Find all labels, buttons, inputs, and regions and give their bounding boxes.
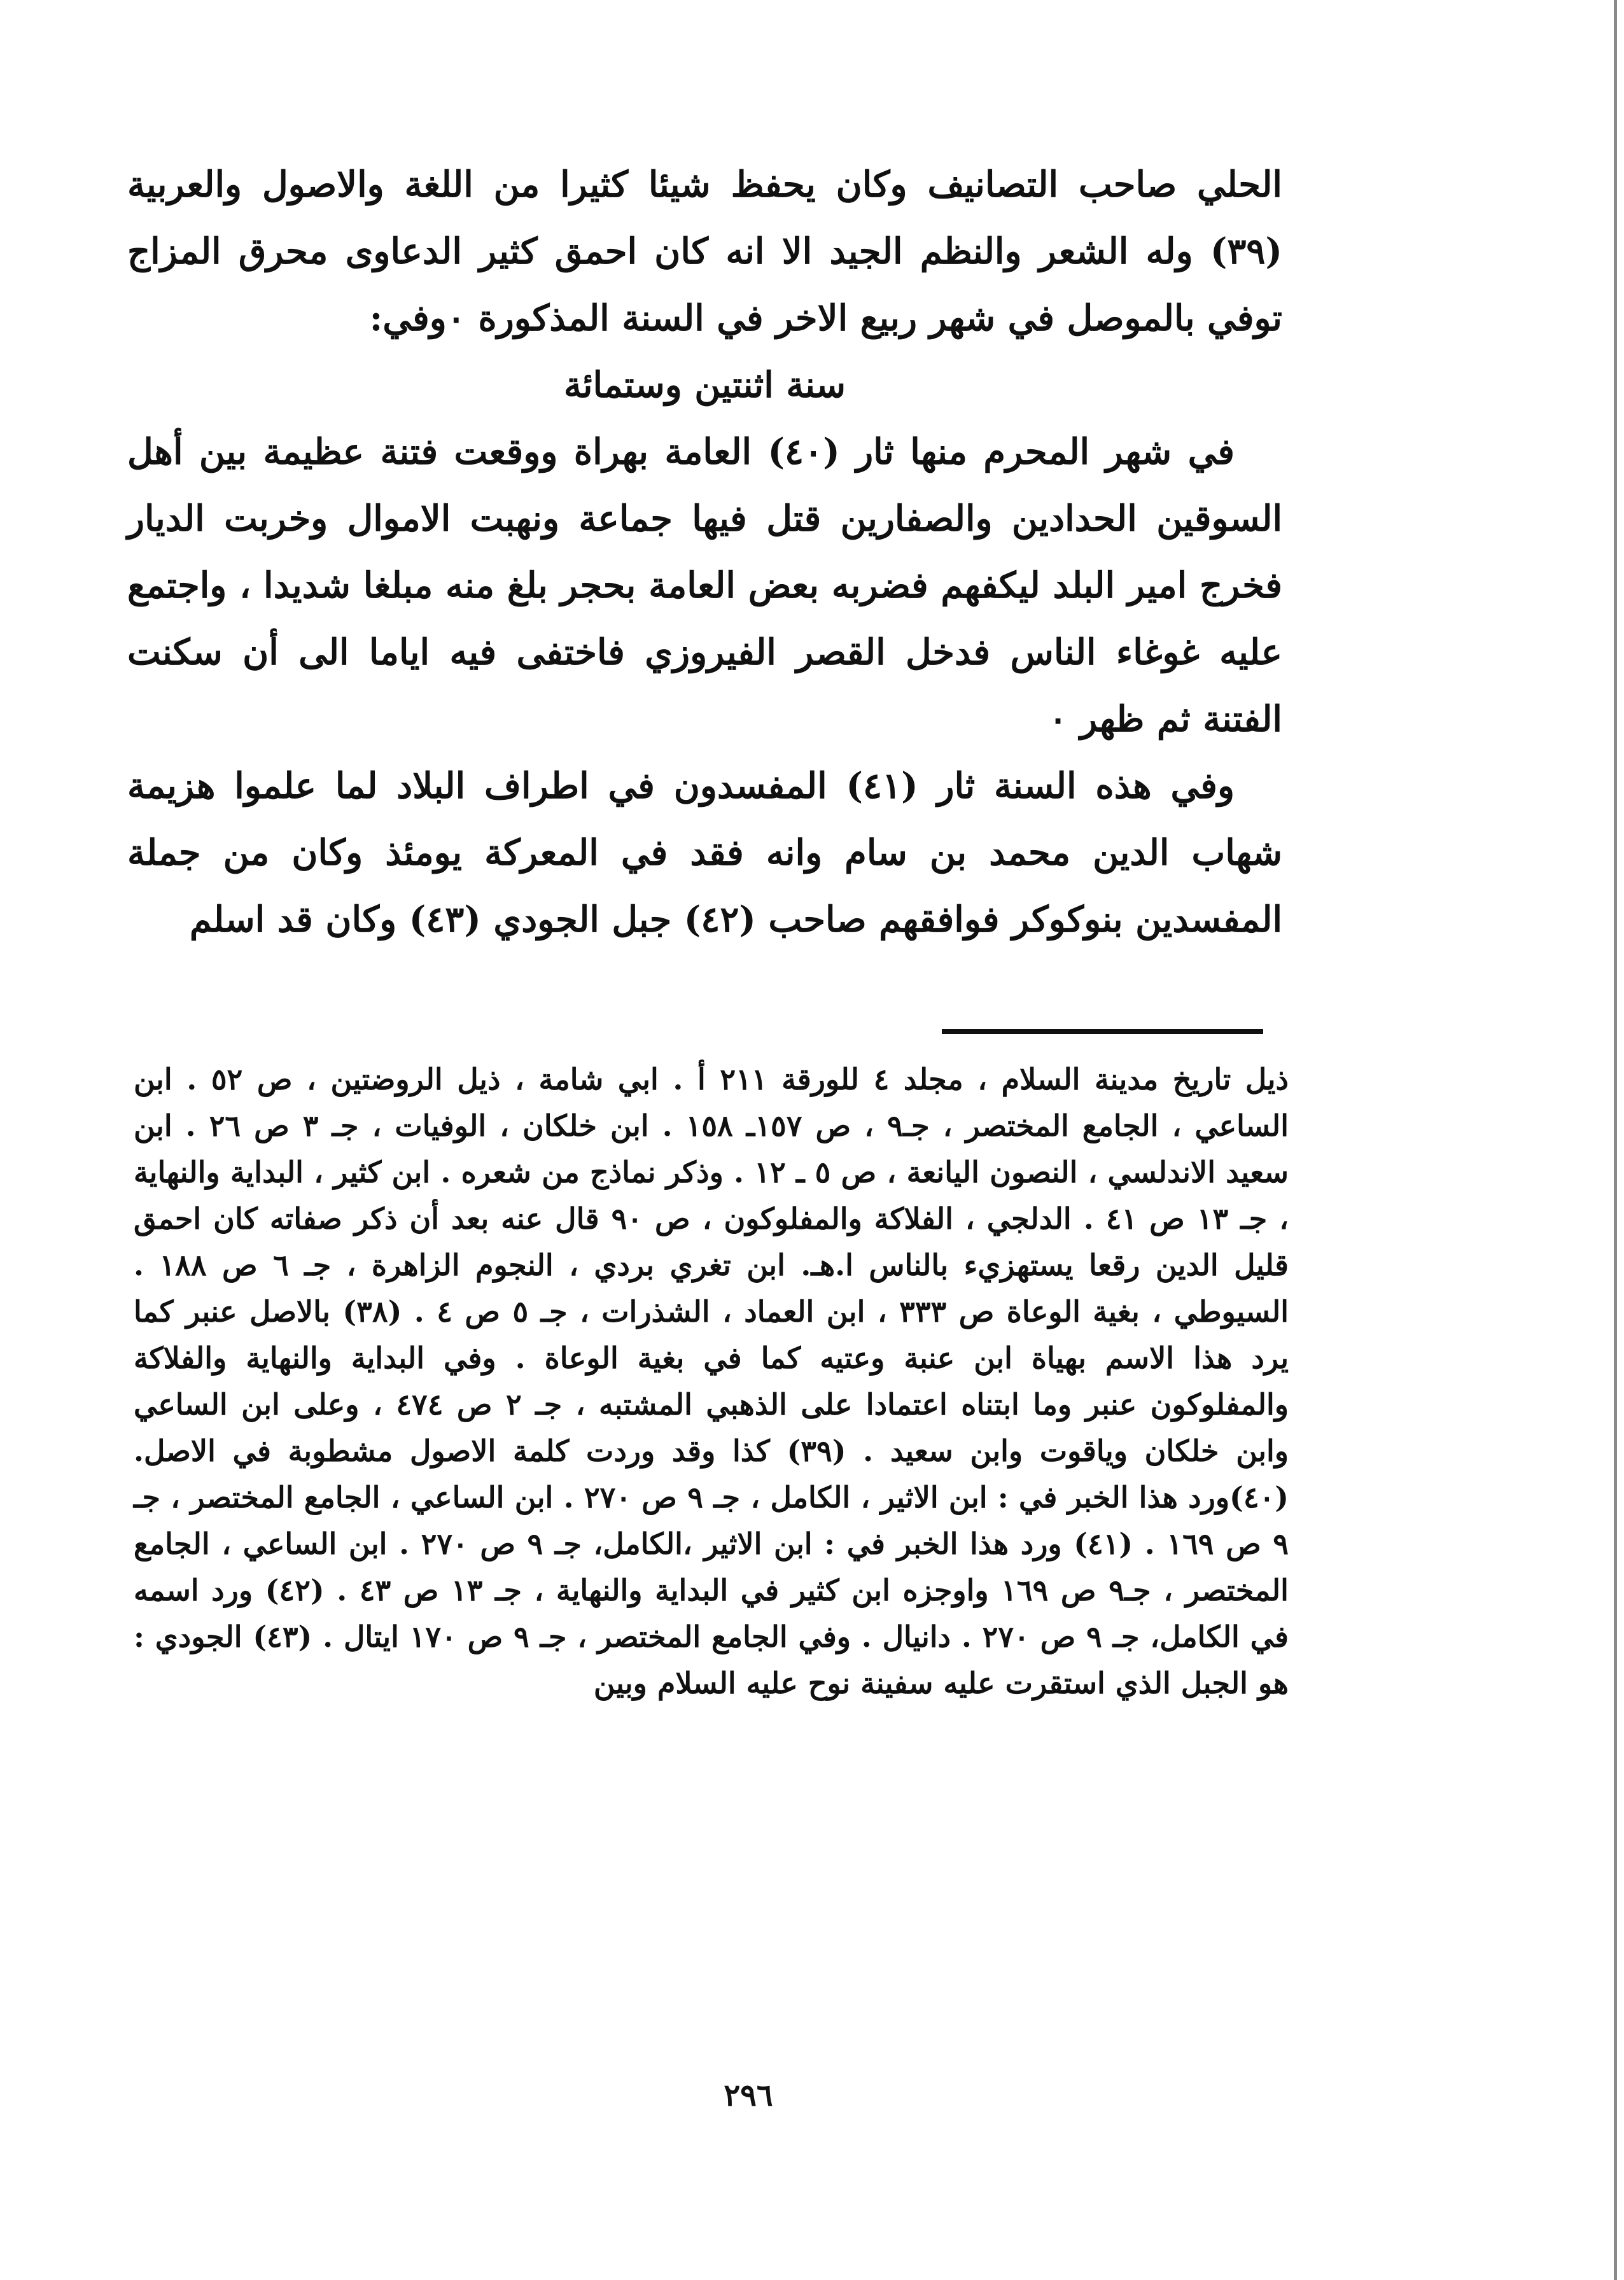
paragraph-2: في شهر المحرم منها ثار (٤٠) العامة بهراة ووقعت فتنة عظيمة بين أهل السوقين الحدادين والصفارين قتل فيها جماعة ونهبت الاموال وخربت الديار فخرج امير البلد ليكفهم فضربه بعض العامة بحجر بلغ منه مبلغا شديدا ، واجتمع عليه غوغاء الناس فدخل القصر الفيروزي فاختفى فيه اياما الى أن سكنت الفتنة ثم ظهر ٠ (127, 431, 1282, 740)
page-number: ٢٩٦ (724, 2078, 773, 2113)
footnotes-text: ذيل تاريخ مدينة السلام ، مجلد ٤ للورقة ٢١١ أ . ابي شامة ، ذيل الروضتين ، ص ٥٢ . ابن الساعي ، الجامع المختصر ، جـ٩ ، ص ١٥٧ـ ١٥٨ . ابن خلكان ، الوفيات ، جـ ٣ ص ٢٦ . ابن سعيد الاندلسي ، النصون اليانعة ، ص ٥ ـ ١٢ . وذكر نماذج من شعره . ابن كثير ، البداية والنهاية ، جـ ١٣ ص ٤١ . الدلجي ، الفلاكة والمفلوكون ، ص ٩٠ قال عنه بعد أن ذكر صفاته كان احمق قليل الدين رقعا يستهزيء بالناس ا.هـ. ابن تغري بردي ، النجوم الزاهرة ، جـ ٦ ص ١٨٨ . السيوطي ، بغية الوعاة ص ٣٣٣ ، ابن العماد ، الشذرات ، جـ ٥ ص ٤ . (٣٨) بالاصل عنبر كما يرد هذا الاسم بهياة ابن عنبة وعتيه كما في بغية الوعاة . وفي البداية والنهاية والفلاكة والمفلوكون عنبر وما ابتناه اعتمادا على الذهبي المشتبه ، جـ ٢ ص ٤٧٤ ، وعلى ابن الساعي وابن خلكان وياقوت وابن سعيد . (٣٩) كذا وقد وردت كلمة الاصول مشطوبة في الاصل. (٤٠)ورد هذا الخبر في : ابن الاثير ، الكامل ، جـ ٩ ص ٢٧٠ . ابن الساعي ، الجامع المختصر ، جـ ٩ ص ١٦٩ . (٤١) ورد هذا الخبر في : ابن الاثير ،الكامل، جـ ٩ ص ٢٧٠ . ابن الساعي ، الجامع المختصر ، جـ٩ ص ١٦٩ واوجزه ابن كثير في البداية والنهاية ، جـ ١٣ ص ٤٣ . (٤٢) ورد اسمه في الكامل، جـ ٩ ص ٢٧٠ . دانيال . وفي الجامع المختصر ، جـ ٩ ص ١٧٠ ايتال . (٤٣) الجودي : هو الجبل الذي استقرت عليه سفينة نوح عليه السلام وبين (134, 1062, 1289, 1700)
footnotes-block (134, 1056, 1289, 1707)
footnote-separator (942, 1029, 1263, 1034)
paragraph-1: الحلي صاحب التصانيف وكان يحفظ شيئا كثيرا من اللغة والاصول والعربية (٣٩) وله الشعر والنظم الجيد الا انه كان احمق كثير الدعاوى محرق المزاج توفي بالموصل في شهر ربيع الاخر في السنة المذكورة ٠وفي: (127, 164, 1282, 339)
section-heading: سنة اثنتين وستمائة (563, 364, 846, 406)
paragraph-3: وفي هذه السنة ثار (٤١) المفسدون في اطراف البلاد لما علموا هزيمة شهاب الدين محمد بن سام وانه فقد في المعركة يومئذ وكان من جملة المفسدين بنوكوكر فوافقهم صاحب (٤٢) جبل الجودي (٤٣) وكان قد اسلم (127, 765, 1282, 941)
page-edge-line (1614, 0, 1617, 2280)
main-text-body (127, 151, 1282, 953)
